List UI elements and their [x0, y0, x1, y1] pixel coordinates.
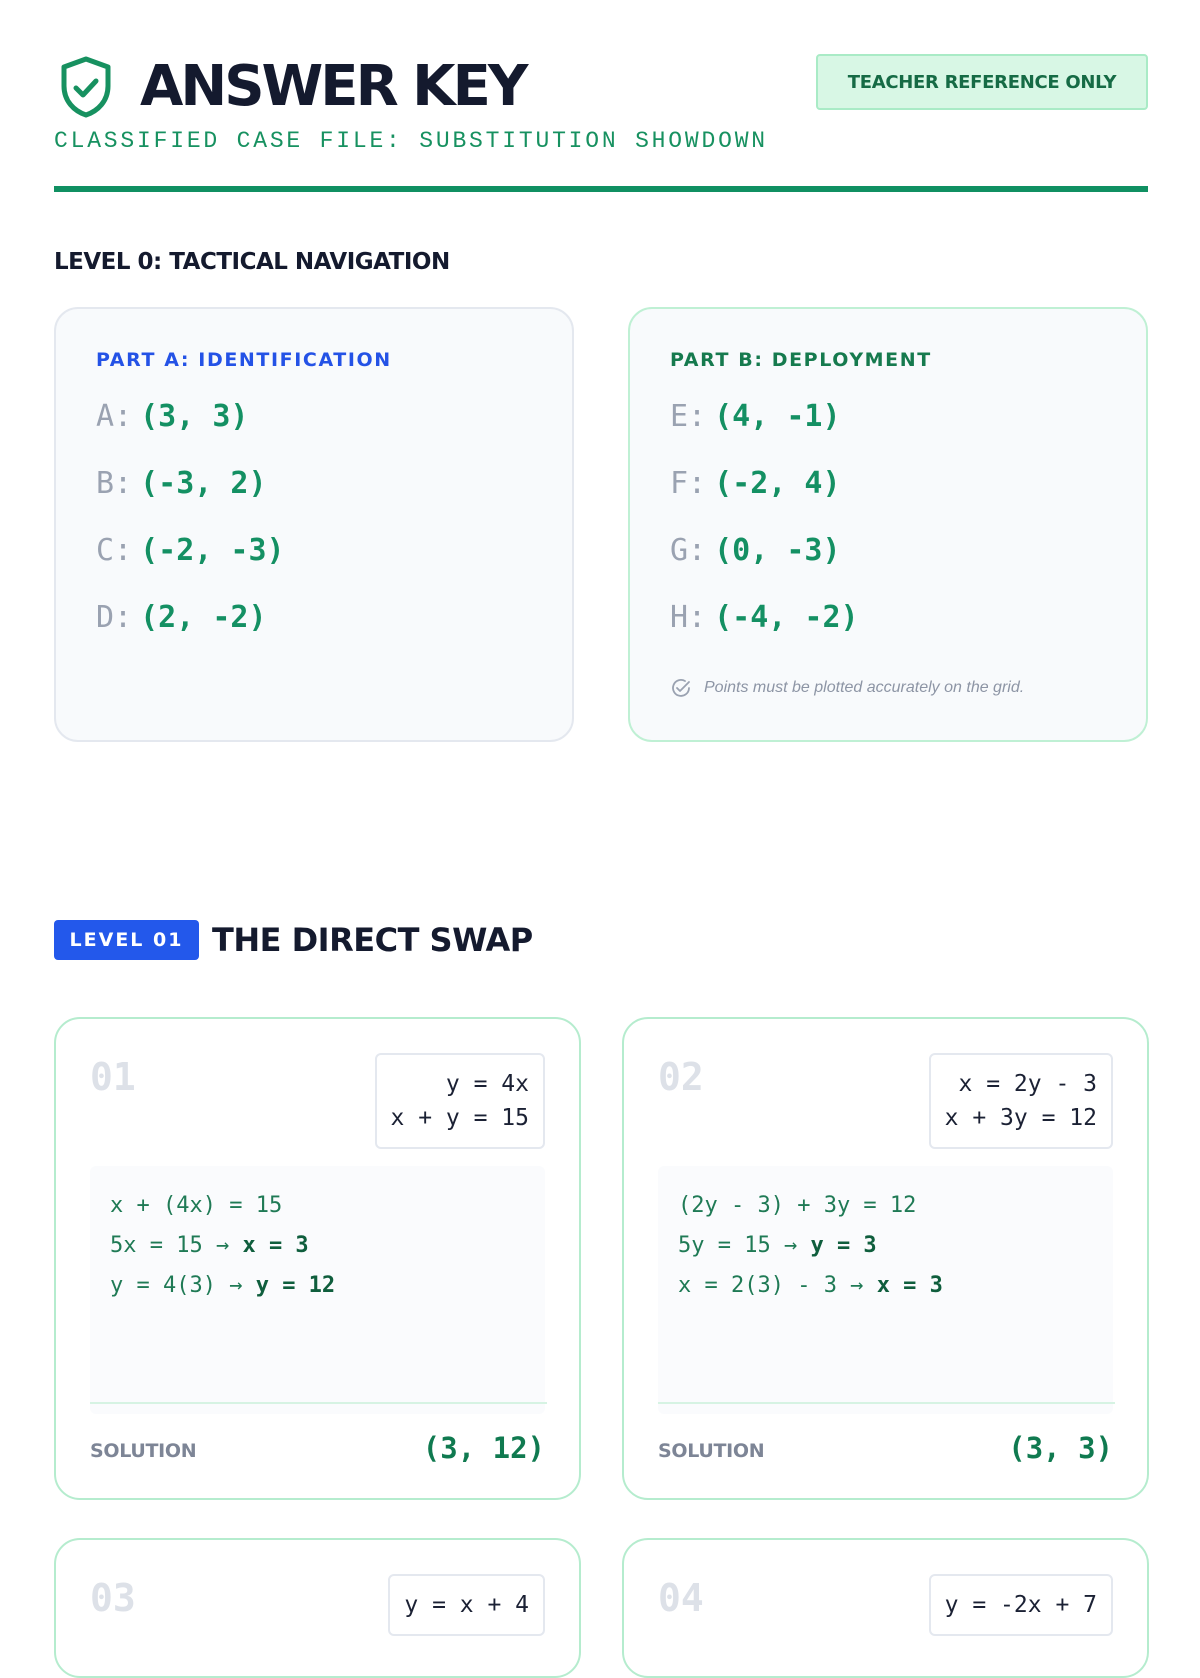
part-b-heading: PART B: DEPLOYMENT — [670, 349, 932, 371]
point-row — [96, 466, 267, 501]
point-label: B: — [96, 466, 133, 501]
problem-number: 03 — [90, 1576, 136, 1620]
equation-system — [375, 1053, 545, 1149]
point-value: (3, 3) — [140, 399, 249, 434]
point-value: (2, -2) — [140, 600, 267, 635]
work-step-text: x + (4x) = 15 — [110, 1193, 283, 1218]
level-1-title: THE DIRECT SWAP — [212, 921, 533, 959]
point-label: H: — [670, 600, 707, 635]
page-subtitle: CLASSIFIED CASE FILE: SUBSTITUTION SHOWDOWN — [54, 128, 768, 154]
point-label: E: — [670, 399, 707, 434]
solution-label: SOLUTION — [658, 1440, 765, 1462]
work-step-result: x = 3 — [242, 1233, 309, 1258]
problem-number: 02 — [658, 1055, 704, 1099]
level-0-title: LEVEL 0: TACTICAL NAVIGATION — [54, 249, 450, 275]
work-step-text: (2y - 3) + 3y = 12 — [678, 1193, 917, 1218]
work-area — [90, 1166, 545, 1414]
point-label: D: — [96, 600, 133, 635]
point-row — [670, 533, 841, 568]
work-step-result: y = 3 — [810, 1233, 877, 1258]
problem-number: 01 — [90, 1055, 136, 1099]
work-step — [678, 1226, 1093, 1266]
plotting-note — [670, 677, 1024, 699]
point-label: F: — [670, 466, 707, 501]
point-value: (4, -1) — [714, 399, 841, 434]
equation-system — [929, 1574, 1113, 1636]
point-value: (-3, 2) — [140, 466, 267, 501]
work-step — [678, 1266, 1093, 1306]
solution-divider — [658, 1402, 1115, 1404]
point-label: A: — [96, 399, 133, 434]
point-value: (-2, 4) — [714, 466, 841, 501]
equation: y = 4x — [445, 1071, 529, 1097]
point-row — [96, 533, 285, 568]
solution-value: (3, 12) — [422, 1431, 545, 1465]
shield-check-icon — [60, 56, 112, 118]
equation-system — [388, 1574, 545, 1636]
point-row — [96, 399, 249, 434]
part-a-card — [54, 307, 574, 742]
work-step-text: 5x = 15 → — [110, 1233, 243, 1258]
point-value: (-4, -2) — [714, 600, 859, 635]
work-step — [110, 1266, 525, 1306]
level-badge: LEVEL 01 — [54, 920, 199, 960]
point-value: (0, -3) — [714, 533, 841, 568]
solution-label: SOLUTION — [90, 1440, 197, 1462]
work-step — [110, 1186, 525, 1226]
equation: x + 3y = 12 — [944, 1105, 1097, 1131]
work-area — [658, 1166, 1113, 1414]
header-divider — [54, 186, 1148, 192]
problem-card-01 — [54, 1017, 581, 1500]
equation: y = -2x + 7 — [944, 1592, 1097, 1618]
work-step-text: y = 4(3) → — [110, 1273, 256, 1298]
teacher-reference-badge: TEACHER REFERENCE ONLY — [816, 54, 1148, 110]
work-step-text: x = 2(3) - 3 → — [678, 1273, 877, 1298]
point-row — [96, 600, 267, 635]
work-step-result: y = 12 — [255, 1273, 336, 1298]
check-circle-icon — [670, 677, 692, 699]
equation: x = 2y - 3 — [958, 1071, 1097, 1097]
point-value: (-2, -3) — [140, 533, 285, 568]
work-step-text: 5y = 15 → — [678, 1233, 811, 1258]
point-row — [670, 399, 841, 434]
point-row — [670, 600, 859, 635]
problem-number: 04 — [658, 1576, 704, 1620]
problem-card-03 — [54, 1538, 581, 1678]
part-a-heading: PART A: IDENTIFICATION — [96, 349, 392, 371]
solution-value: (3, 3) — [1008, 1431, 1113, 1465]
equation-system — [929, 1053, 1113, 1149]
equation: x + y = 15 — [390, 1105, 529, 1131]
problem-card-04 — [622, 1538, 1149, 1678]
work-step — [678, 1186, 1093, 1226]
plotting-note-text: Points must be plotted accurately on the grid. — [704, 679, 1025, 696]
work-step-result: x = 3 — [876, 1273, 943, 1298]
problem-card-02 — [622, 1017, 1149, 1500]
point-row — [670, 466, 841, 501]
solution-divider — [90, 1402, 547, 1404]
equation: y = x + 4 — [404, 1592, 529, 1618]
part-b-card — [628, 307, 1148, 742]
point-label: G: — [670, 533, 707, 568]
work-step — [110, 1226, 525, 1266]
page-title: ANSWER KEY — [140, 54, 526, 119]
point-label: C: — [96, 533, 133, 568]
